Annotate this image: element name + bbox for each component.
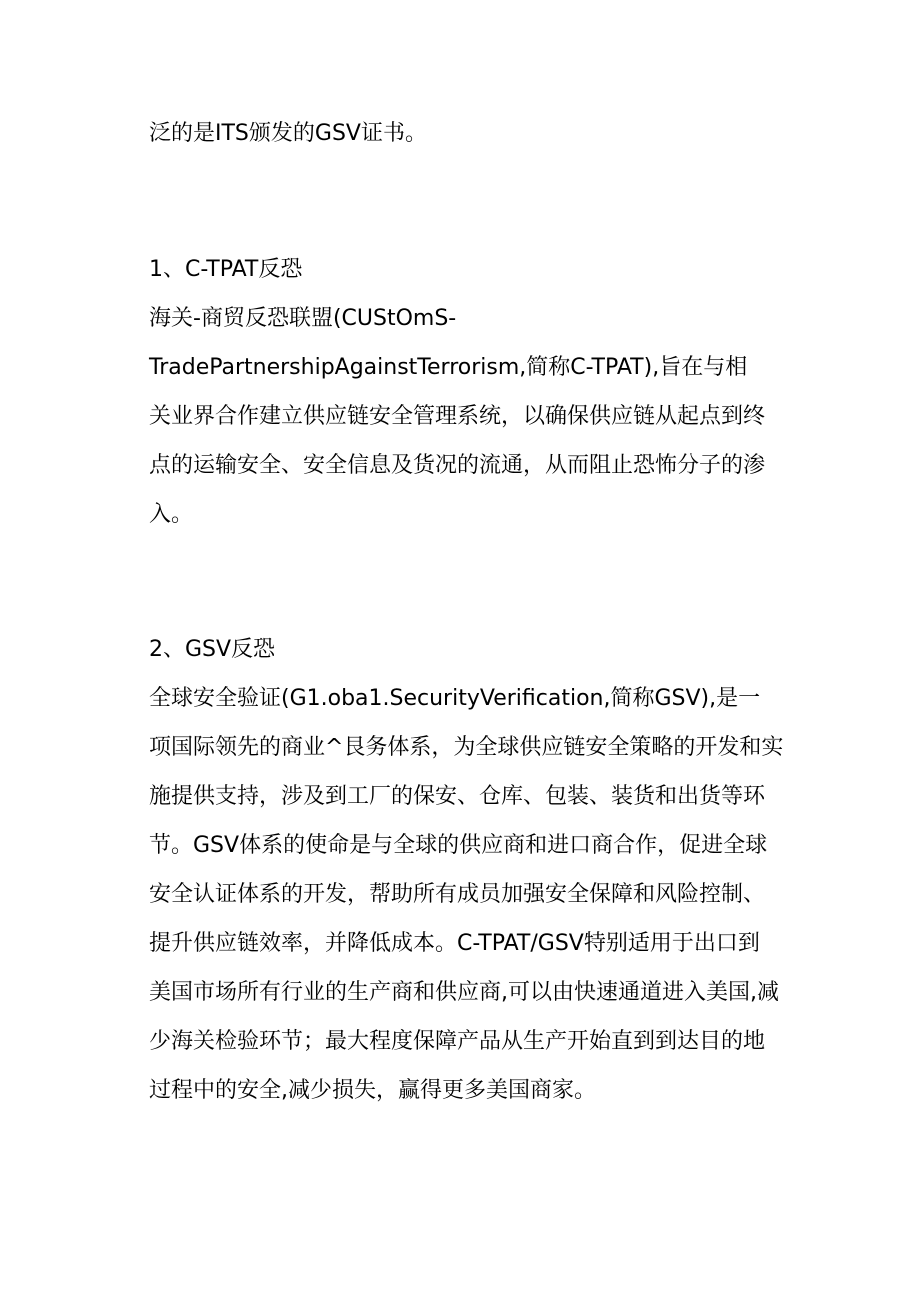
section1-line: 关业界合作建立供应链安全管理系统，以确保供应链从起点到终 bbox=[149, 404, 766, 429]
section2-line: 施提供支持，涉及到工厂的保安、仓库、包装、装货和出货等环 bbox=[149, 784, 766, 809]
section1-line: 海关-商贸反恐联盟(CUStOmS- bbox=[149, 306, 457, 331]
section2-line: 全球安全验证(G1.oba1.SecurityVerification,简称GSV),是一 bbox=[149, 686, 761, 711]
section1-line: TradePartnershipAgainstTerrorism,简称C-TPAT),旨在与相 bbox=[149, 355, 748, 380]
intro-tail-text: 泛的是ITS颁发的GSV证书。 bbox=[149, 121, 427, 146]
section2-line: 项国际领先的商业^艮务体系，为全球供应链安全策略的开发和实 bbox=[149, 735, 784, 760]
section2-line: 少海关检验环节；最大程度保障产品从生产开始直到到达目的地 bbox=[149, 1029, 766, 1054]
section1-line: 点的运输安全、安全信息及货况的流通，从而阻止恐怖分子的渗 bbox=[149, 453, 766, 478]
section2-line: 提升供应链效率，并降低成本。C-TPAT/GSV特别适用于出口到 bbox=[149, 931, 760, 956]
section1-line: 入。 bbox=[149, 502, 194, 527]
section2-line: 安全认证体系的开发，帮助所有成员加强安全保障和风险控制、 bbox=[149, 882, 766, 907]
section2-line: 过程中的安全,减少损失，赢得更多美国商家。 bbox=[149, 1078, 596, 1103]
section2-line: 美国市场所有行业的生产商和供应商,可以由快速通道进入美国,减 bbox=[149, 980, 779, 1005]
section1-heading: 1、C-TPAT反恐 bbox=[149, 257, 303, 282]
section2-line: 节。GSV体系的使命是与全球的供应商和进口商合作，促进全球 bbox=[149, 833, 768, 858]
section2-heading: 2、GSV反恐 bbox=[149, 637, 276, 662]
